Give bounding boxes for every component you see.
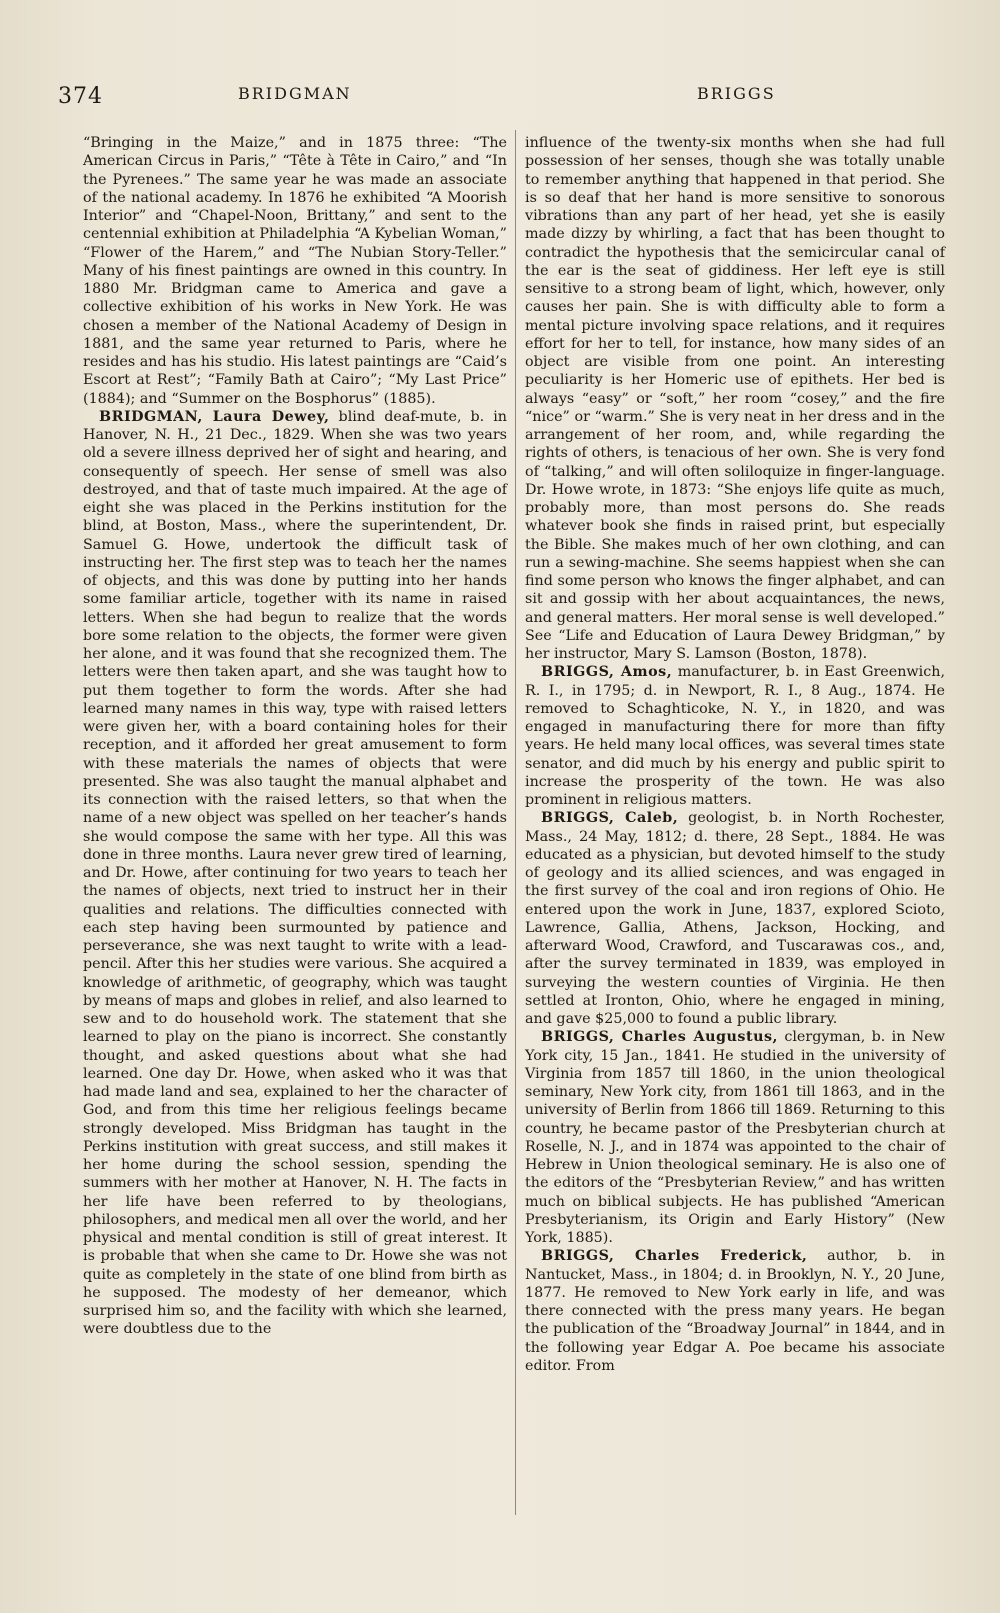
entry-headword: BRIDGMAN, Laura Dewey,: [99, 408, 330, 425]
running-head-left: BRIDGMAN: [238, 84, 352, 103]
page-number: 374: [58, 84, 103, 109]
entry-text: geologist, b. in North Rochester, Mass., 24 May, 1812; d. there, 28 Sept., 1884. He was educated as a physician, but devoted himself to the study of geology and its allied sciences, and was engaged in the first survey of the coal and iron regions of Ohio. He entered upon the work in June, 1837, explored Scioto, Lawrence, Gallia, Athens, Jackson, Hocking, and afterward Wood, Crawford, and Tuscarawas cos., and, after the survey terminated in 1839, was employed in surveying the western counties of Virginia. He then settled at Ironton, Ohio, where he engaged in mining, and gave $25,000 to found a public library.: [525, 810, 945, 1027]
entry-headword: BRIGGS, Charles Augustus,: [541, 1029, 779, 1046]
entry-text: clergyman, b. in New York city, 15 Jan., 1841. He studied in the university of Virginia from 1857 till 1860, in the union theological seminary, New York city, from 1861 till 1863, and in the university of Berlin from 1866 till 1869. Returning to this country, he became pastor of the Presbyterian church at Roselle, N. J., and in 1874 was appointed to the chair of Hebrew in Union theological seminary. He is also one of the editors of the “Presbyterian Review,” and has written much on biblical subjects. He has published “American Presbyterianism, its Origin and Early History” (New York, 1885).: [525, 1029, 945, 1246]
entry-text: manufacturer, b. in East Greenwich, R. I., in 1795; d. in Newport, R. I., 8 Aug., 1874. He removed to Schaghticoke, N. Y., in 1820, and was engaged in manufacturing there for more than fifty years. He held many local offices, was several times state senator, and did much by his energy and public spirit to increase the prosperity of the town. He was also prominent in religious matters.: [525, 664, 946, 808]
entry-headword: BRIGGS, Charles Frederick,: [541, 1248, 808, 1265]
entry-headword: BRIGGS, Caleb,: [541, 810, 679, 827]
running-head-right: BRIGGS: [697, 84, 776, 103]
column-divider: [515, 130, 516, 1515]
entry-caleb-briggs: [525, 809, 945, 1028]
entry-amos-briggs: [525, 663, 945, 809]
entry-charles-augustus-briggs: [525, 1028, 945, 1247]
continuation-paragraph: influence of the twenty-six months when she had full possession of her senses, though she was totally unable to remember anything that happened in that period. She is so deaf that her hand is more sensitive to sonorous vibrations than any part of her head, yet she is easily made dizzy by whirling, a fact that has been thought to contradict the hypothesis that the semicircular canal of the ear is the seat of giddiness. Her left eye is still sensitive to a strong beam of light, which, however, only causes her pain. She is with difficulty able to form a mental picture involving space relations, and it requires effort for her to tell, for instance, how many sides of an object are visible from one point. An interesting peculiarity is her Homeric use of epithets. Her bed is always “easy” or “soft,” her room “cosey,” and the fire “nice” or “warm.” She is very neat in her dress and in the arrangement of her room, and, while regarding the rights of others, is tenacious of her own. She is very fond of “talking,” and will often soliloquize in finger-language. Dr. Howe wrote, in 1873: “She enjoys life quite as much, probably more, than most persons do. She reads whatever book she finds in raised print, but especially the Bible. She makes much of her own clothing, and can run a sewing-machine. She seems happiest when she can find some person who knows the finger alphabet, and can sit and gossip with her about acquaintances, the news, and general matters. Her moral sense is well developed.” See “Life and Education of Laura Dewey Bridgman,” by her instructor, Mary S. Lamson (Boston, 1878).: [525, 135, 945, 662]
entry-headword: BRIGGS, Amos,: [541, 664, 673, 681]
continuation-paragraph: “Bringing in the Maize,” and in 1875 three: “The American Circus in Paris,” “Tête à Tête in Cairo,” and “In the Pyrenees.” The same year he was made an associate of the national academy. In 1876 he exhibited “A Moorish Interior” and “Chapel-Noon, Brittany,” and sent to the centennial exhibition at Philadelphia “A Kybelian Woman,” “Flower of the Harem,” and “The Nubian Story-Teller.” Many of his finest paintings are owned in this country. In 1880 Mr. Bridgman came to America and gave a collective exhibition of his works in New York. He was chosen a member of the National Academy of Design in 1881, and the same year returned to Paris, where he resides and has his studio. His latest paintings are “Caid’s Escort at Rest”; “Family Bath at Cairo”; “My Last Price” (1884); and “Summer on the Bosphorus” (1885).: [83, 135, 507, 407]
entry-text: author, b. in Nantucket, Mass., in 1804; d. in Brooklyn, N. Y., 20 June, 1877. He removed to New York early in life, and was there connected with the press many years. He began the publication of the “Broadway Journal” in 1844, and in the following year Edgar A. Poe became his associate editor. From: [525, 1248, 946, 1374]
left-column: [83, 134, 507, 1339]
page-header: [0, 84, 1000, 114]
entry-laura-dewey-bridgman: [83, 408, 507, 1339]
entry-charles-frederick-briggs: [525, 1247, 945, 1375]
entry-text: blind deaf-mute, b. in Hanover, N. H., 21 Dec., 1829. When she was two years old a severe illness deprived her of sight and hearing, and consequently of speech. Her sense of smell was also destroyed, and that of taste much impaired. At the age of eight she was placed in the Perkins institution for the blind, at Boston, Mass., where the superintendent, Dr. Samuel G. Howe, undertook the difficult task of instructing her. The first step was to teach her the names of objects, and this was done by putting into her hands some familiar article, together with its name in raised letters. When she had begun to realize that the words bore some relation to the objects, the former were given her alone, and it was found that she recognized them. The letters were then taken apart, and she was taught how to put them together to form the words. After she had learned many names in this way, type with raised letters were given her, with a board containing holes for their reception, and it afforded her great amusement to form with these materials the names of objects that were presented. She was also taught the manual alphabet and its connection with the raised letters, so that when the name of a new object was spelled on her teacher’s hands she would compose the same with her type. All this was done in three months. Laura never grew tired of learning, and Dr. Howe, after continuing for two years to teach her the names of objects, next tried to instruct her in their qualities and relations. The difficulties connected with each step having been surmounted by patience and perseverance, she was next taught to write with a lead-pencil. After this her studies were various. She acquired a knowledge of arithmetic, of geography, which was taught by means of maps and globes in relief, and also learned to sew and to do household work. The statement that she learned to play on the piano is incorrect. She constantly thought, and asked questions about what she had learned. One day Dr. Howe, when asked who it was that had made land and sea, explained to her the character of God, and from this time her religious feelings became strongly developed. Miss Bridgman has taught in the Perkins institution with great success, and still makes it her home during the school session, spending the summers with her mother at Hanover, N. H. The facts in her life have been referred to by theologians, philosophers, and medical men all over the world, and her physical and mental condition is still of great interest. It is probable that when she came to Dr. Howe she was not quite as completely in the state of one blind from birth as he supposed. The modesty of her demeanor, which surprised him so, and the facility with which she learned, were doubtless due to the: [83, 408, 507, 1338]
right-column: [525, 134, 945, 1375]
